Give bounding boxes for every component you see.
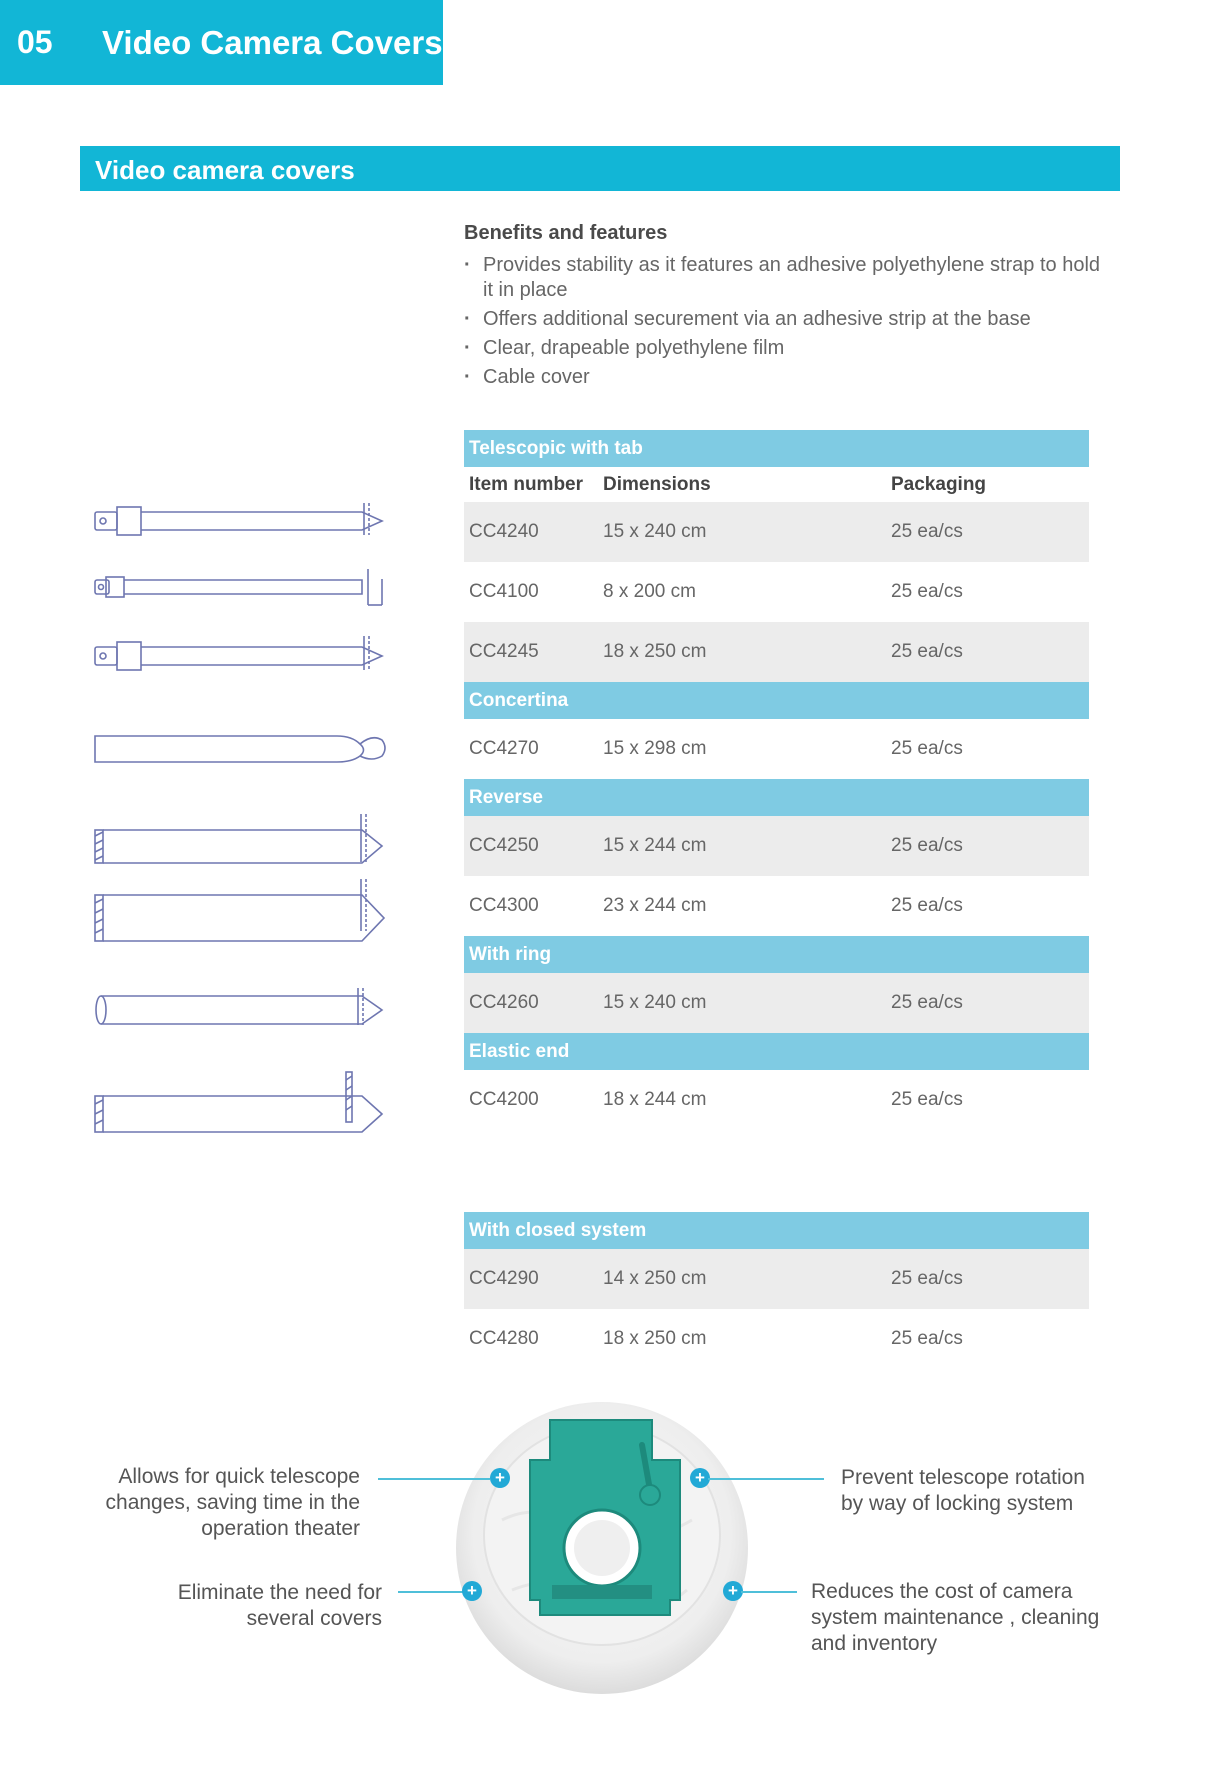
packaging: 25 ea/cs [891, 1268, 963, 1289]
benefits-heading: Benefits and features [464, 222, 668, 244]
item-number: CC4200 [469, 1089, 539, 1110]
group-header-reverse: Reverse [464, 779, 1089, 816]
section-header [80, 146, 1120, 191]
packaging: 25 ea/cs [891, 1328, 963, 1349]
cover-illustration-cc4100 [92, 565, 392, 610]
item-number: CC4100 [469, 581, 539, 602]
item-number: CC4290 [469, 1268, 539, 1289]
cover-illustration-cc4260 [92, 985, 392, 1030]
dimensions: 8 x 200 cm [603, 581, 696, 602]
plus-circle-icon: + [490, 1468, 510, 1488]
packaging: 25 ea/cs [891, 1089, 963, 1110]
callout-line [378, 1478, 490, 1480]
packaging: 25 ea/cs [891, 835, 963, 856]
column-header-packaging: Packaging [891, 473, 987, 495]
chapter-tab [0, 0, 443, 85]
table-header-row [464, 467, 1089, 502]
table-row [464, 816, 1089, 876]
closed-system-table [464, 1212, 1089, 1369]
group-header-elastic-end: Elastic end [464, 1033, 1089, 1070]
packaging: 25 ea/cs [891, 641, 963, 662]
table-row [464, 973, 1089, 1033]
dimensions: 14 x 250 cm [603, 1268, 707, 1289]
column-header-item-number: Item number [469, 473, 584, 495]
plus-circle-icon: + [690, 1468, 710, 1488]
packaging: 25 ea/cs [891, 738, 963, 759]
dimensions: 15 x 240 cm [603, 992, 707, 1013]
plus-circle-icon: + [462, 1581, 482, 1601]
column-header-dimensions: Dimensions [603, 473, 711, 495]
closed-system-device-illustration [452, 1400, 752, 1700]
dimensions: 15 x 240 cm [603, 521, 707, 542]
item-number: CC4270 [469, 738, 539, 759]
table-row [464, 1249, 1089, 1309]
item-number: CC4300 [469, 895, 539, 916]
benefit-item: · Clear, drapeable polyethylene film [464, 336, 1104, 361]
packaging: 25 ea/cs [891, 581, 963, 602]
table-row [464, 502, 1089, 562]
table-row [464, 1070, 1089, 1130]
plus-circle-icon: + [723, 1581, 743, 1601]
packaging: 25 ea/cs [891, 521, 963, 542]
benefit-item: · Provides stability as it features an adhesive polyethylene strap to hold it in place [464, 253, 1104, 303]
table-row [464, 876, 1089, 936]
group-header-concertina: Concertina [464, 682, 1089, 719]
cover-illustration-cc4300 [92, 875, 392, 945]
cover-illustration-cc4245 [92, 630, 392, 680]
chapter-number: 05 [17, 24, 53, 60]
dimensions: 18 x 244 cm [603, 1089, 707, 1110]
item-number: CC4245 [469, 641, 539, 662]
cover-illustration-cc4250 [92, 810, 392, 865]
table-row [464, 719, 1089, 779]
cover-illustration-cc4270 [92, 728, 392, 768]
cover-illustration-cc4200 [92, 1070, 392, 1135]
benefit-item: · Offers additional securement via an adhesive strip at the base [464, 307, 1104, 332]
callout-line [398, 1591, 464, 1593]
dimensions: 15 x 244 cm [603, 835, 707, 856]
callout-reduce-cost: Reduces the cost of camera system maintenance , cleaning and inventory [811, 1580, 1100, 1655]
callout-eliminate: Eliminate the need for several covers [177, 1581, 382, 1630]
dimensions: 18 x 250 cm [603, 1328, 707, 1349]
callout-rotation: Prevent telescope rotation by way of locking system [841, 1466, 1085, 1515]
dimensions: 18 x 250 cm [603, 641, 707, 662]
item-number: CC4240 [469, 521, 539, 542]
callout-line [741, 1591, 797, 1593]
item-number: CC4260 [469, 992, 539, 1013]
packaging: 25 ea/cs [891, 895, 963, 916]
table-row [464, 622, 1089, 682]
packaging: 25 ea/cs [891, 992, 963, 1013]
group-header-with-ring: With ring [464, 936, 1089, 973]
table-row [464, 562, 1089, 622]
dimensions: 15 x 298 cm [603, 738, 707, 759]
item-number: CC4250 [469, 835, 539, 856]
callout-quick-change: Allows for quick telescope changes, saving time in the operation theater [105, 1465, 360, 1540]
callout-line [708, 1478, 824, 1480]
benefit-item: · Cable cover [464, 365, 1104, 390]
item-number: CC4280 [469, 1328, 539, 1349]
group-header-telescopic: Telescopic with tab [464, 430, 1089, 467]
section-title: Video camera covers [95, 155, 355, 185]
group-header-closed-system: With closed system [464, 1212, 1089, 1249]
cover-illustration-cc4240 [92, 495, 392, 545]
benefits-list [464, 253, 1104, 390]
table-row [464, 1309, 1089, 1369]
product-table [464, 430, 1089, 1130]
chapter-title: Video Camera Covers [102, 24, 443, 61]
benefits-block [464, 222, 1104, 394]
dimensions: 23 x 244 cm [603, 895, 707, 916]
